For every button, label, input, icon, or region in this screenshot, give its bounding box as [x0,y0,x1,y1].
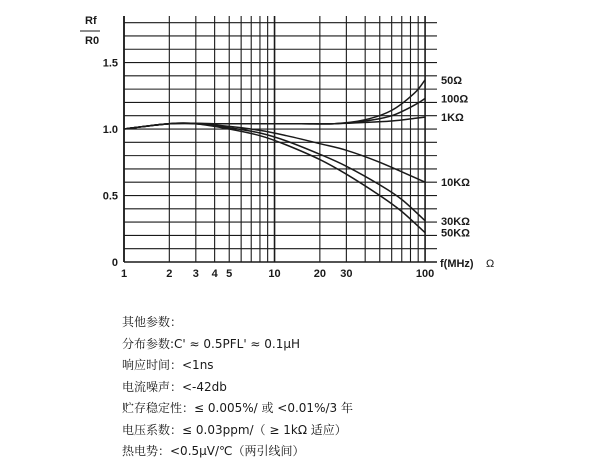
x-tick-label: 4 [211,268,218,280]
y-tick-label: 1.0 [102,124,118,137]
series-label: 50KΩ [441,227,470,240]
series-label: 100Ω [441,93,469,106]
y-tick-label: 1.5 [102,57,118,70]
y-tick-label: 0 [111,257,118,269]
x-tick-label: 5 [226,268,233,280]
x-axis-label: f(MHz) [440,258,474,270]
parameter-line-voltage-coefficient: 电压系数：≤ 0.03ppm/（ ≥ 1kΩ 适应） [122,422,347,437]
chart-series-labels [441,75,470,240]
parameters-heading: 其他参数： [122,315,183,329]
x-tick-label: 1 [120,268,128,280]
x-tick-label: 20 [313,268,326,280]
parameter-line-response-time: 响应时间：<1ns [122,358,214,372]
parameter-line-distribution: 分布参数:C' ≈ 0.5PFL' ≈ 0.1μH [122,336,301,351]
y-axis-label-denominator: R0 [85,35,100,47]
series-label: 30KΩ [441,215,470,228]
x-axis-unit-suffix: Ω [486,258,495,270]
x-tick-label: 100 [415,268,435,280]
y-axis-label-numerator: Rf [85,15,97,27]
series-label: 50Ω [441,74,463,87]
y-tick-label: 0.5 [102,190,118,203]
x-tick-label: 2 [166,268,173,280]
series-label: 1KΩ [441,112,464,125]
parameter-line-current-noise: 电流噪声：<-42db [122,379,227,394]
x-tick-label: 3 [192,268,199,280]
parameters-block [122,312,353,463]
parameter-line-storage-stability: 贮存稳定性：≤ 0.005%/ 或 <0.01%/3 年 [122,401,353,415]
x-tick-label: 30 [340,268,353,280]
parameter-line-thermal-emf: 热电势：<0.5μV/℃（两引线间） [122,444,305,458]
series-label: 10KΩ [441,177,470,190]
x-tick-label: 10 [268,268,281,280]
